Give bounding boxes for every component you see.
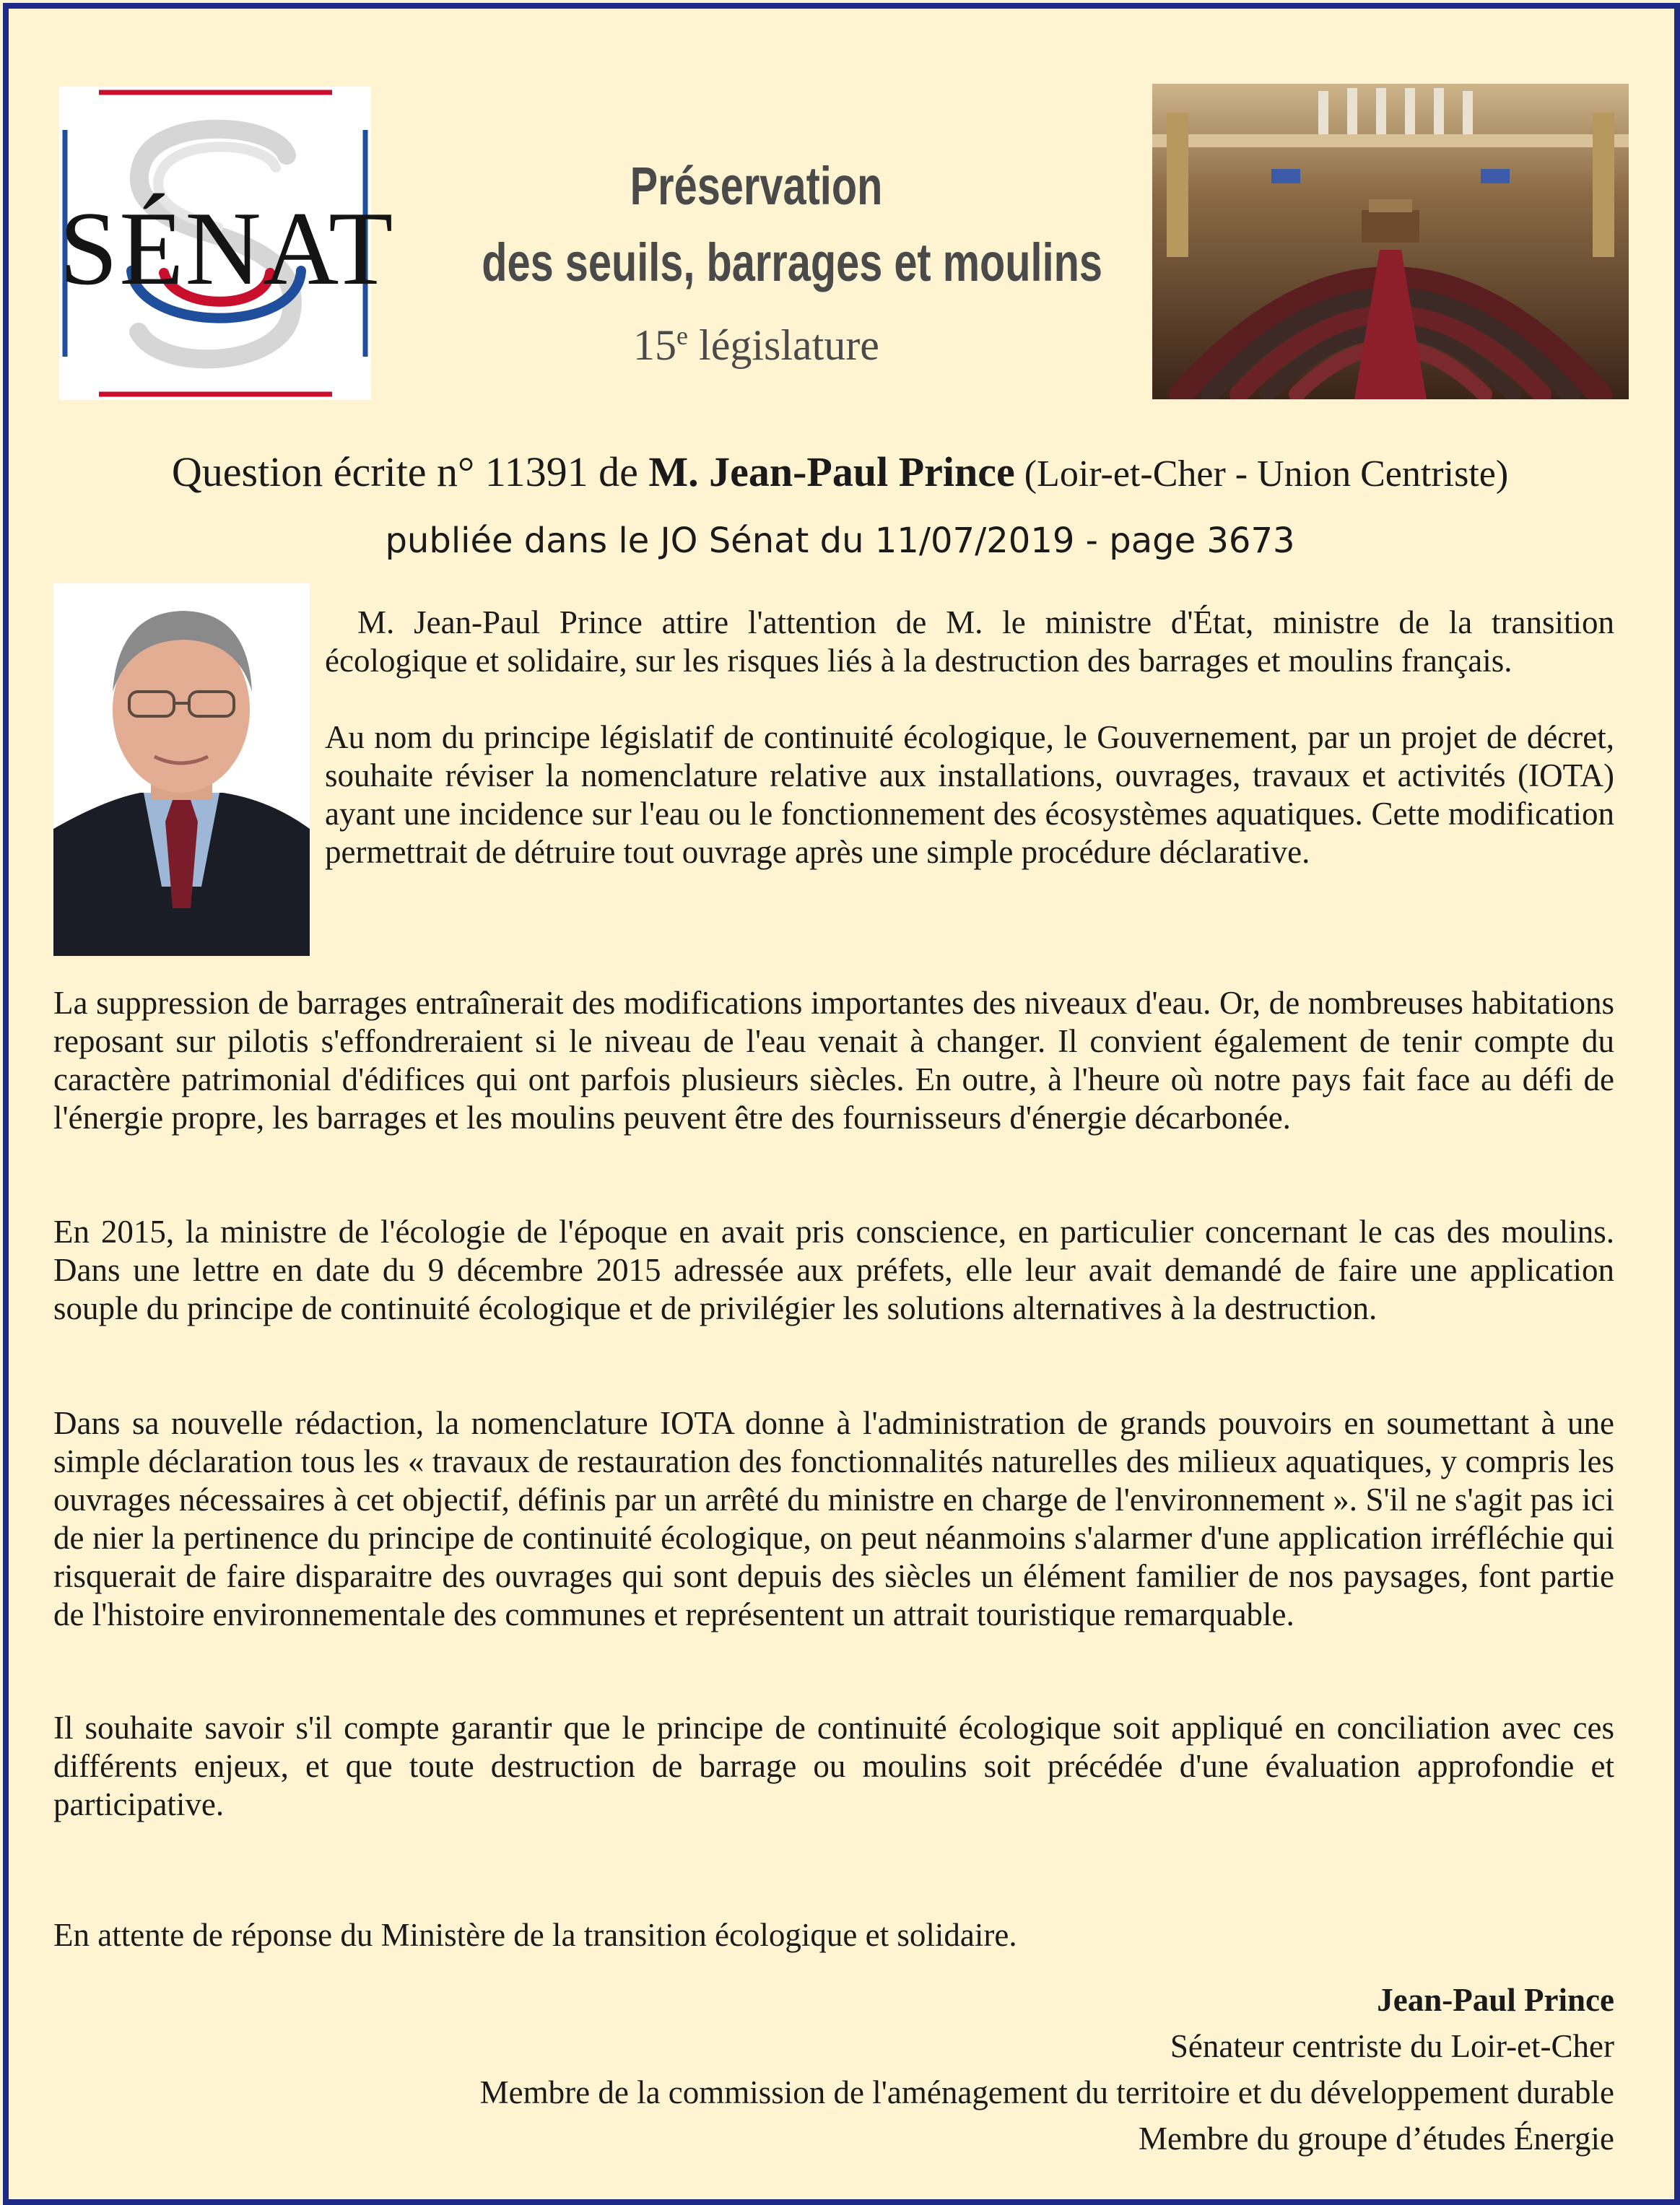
response-status: En attente de réponse du Ministère de la transition écologique et solidaire. xyxy=(53,1917,1017,1953)
senat-logo xyxy=(59,87,395,400)
signature-block xyxy=(480,1977,1614,2162)
publication-line: publiée dans le JO Sénat du 11/07/2019 - page 3673 xyxy=(385,521,1295,561)
signature-line-2: Membre de la commission de l'aménagement du territoire et du développement durable xyxy=(479,2074,1614,2110)
logo-wordmark: SÉNAT xyxy=(59,190,395,307)
senator-portrait xyxy=(53,583,310,956)
signature-line-1: Sénateur centriste du Loir-et-Cher xyxy=(1170,2028,1614,2064)
intro-text xyxy=(325,604,1614,910)
paragraph-2: Au nom du principe législatif de continuité écologique, le Gouvernement, par un projet de décret, souhaite réviser la nomenclature relative aux installations, ouvrages, travaux et activités (IOTA) ayant une incidence sur l'eau ou le fonctionnement des écosystèmes aquatiques. Cette modification permettrait de détruire tout ouvrage après une simple procédure déclarative. xyxy=(325,719,1614,870)
question-author: M. Jean-Paul Prince xyxy=(648,448,1015,495)
paragraph-4: En 2015, la ministre de l'écologie de l'époque en avait pris conscience, en particulier concernant le cas des moulins. Dans une lettre en date du 9 décembre 2015 adressée aux préfets, elle leur avait demandé de faire une application souple du principe de continuité écologique et de privilégier les solutions alternatives à la destruction. xyxy=(53,1214,1614,1326)
paragraph-5: Dans sa nouvelle rédaction, la nomenclature IOTA donne à l'administration de grands pouvoirs en soumettant à une simple déclaration tous les « travaux de restauration des fonctionnalités naturelles des milieux aquatiques, y compris les ouvrages nécessaires à cet objectif, définis par un arrêté du ministre en charge de l'environnement ». S'il ne s'agit pas ici de nier la pertinence du principe de continuité écologique, on peut néanmoins s'alarmer d'une application irréfléchie qui risquerait de faire disparaitre des ouvrages qui sont depuis des siècles un élément familier de nos paysages, font partie de l'histoire environnementale des communes et représentent un attrait touristique remarquable. xyxy=(53,1405,1614,1632)
legislature-suffix: e xyxy=(676,321,689,350)
chamber-image xyxy=(1152,84,1629,399)
signature-name: Jean-Paul Prince xyxy=(1377,1982,1614,2018)
paragraph-6: Il souhaite savoir s'il compte garantir que le principe de continuité écologique soit appliqué en conciliation avec ces différents enjeux, et que toute destruction de barrage ou moulins soit précédée d'une évaluation approfondie et participative. xyxy=(53,1710,1614,1822)
page-title xyxy=(404,150,1108,378)
legislature-word: législature xyxy=(699,321,879,369)
legislature-number: 15 xyxy=(633,321,677,369)
signature-line-3: Membre du groupe d’études Énergie xyxy=(1139,2121,1614,2157)
paragraph-3: La suppression de barrages entraînerait des modifications importantes des niveaux d'eau. Or, de nombreuses habitations reposant sur pilotis s'effondreraient si le niveau de l'eau venait à changer. Il convient également de tenir compte du caractère patrimonial d'édifices qui ont parfois plusieurs siècles. En outre, à l'heure où notre pays fait face au défi de l'énergie propre, les barrages et les moulins peuvent être des fournisseurs d'énergie décarbonée. xyxy=(53,985,1614,1136)
question-affiliation: (Loir-et-Cher - Union Centriste) xyxy=(1014,453,1509,495)
title-line-1: Préservation xyxy=(630,156,883,216)
paragraph-1: M. Jean-Paul Prince attire l'attention de M. le ministre d'État, ministre de la transition écologique et solidaire, sur les risques liés à la destruction des barrages et moulins français. xyxy=(325,604,1614,679)
title-line-2: des seuils, barrages et moulins xyxy=(482,232,1102,292)
question-prefix: Question écrite n° 11391 de xyxy=(171,448,649,495)
legislature-label xyxy=(404,303,1108,378)
portrait-image xyxy=(53,583,310,956)
senate-chamber-photo xyxy=(1152,84,1629,399)
question-heading xyxy=(0,445,1680,502)
